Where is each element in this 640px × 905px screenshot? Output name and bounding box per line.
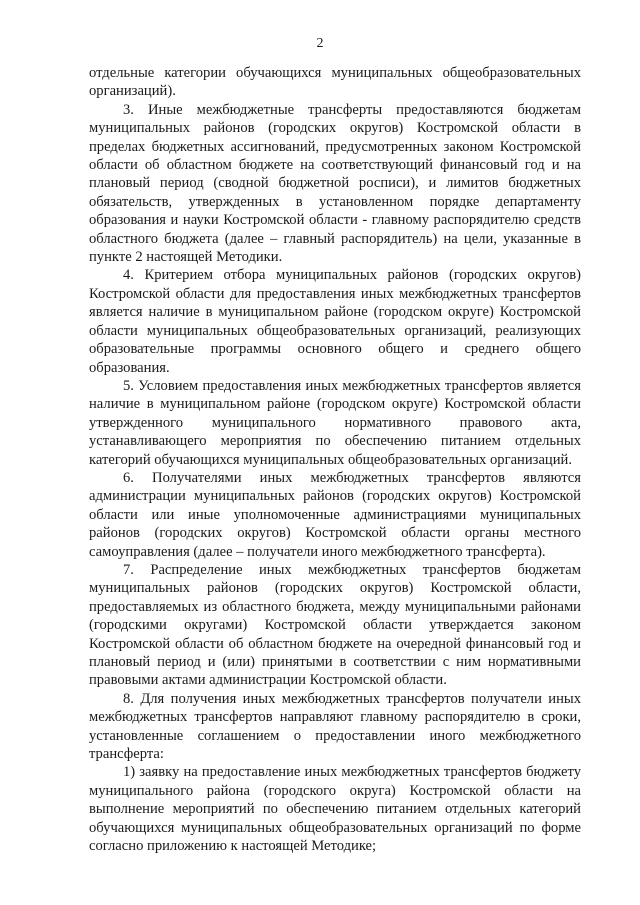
paragraph-item-6: 6. Получателями иных межбюджетных трансфертов являются администрации муниципальных районов (городских округов) Костромской области или иные уполномоченные администрациями муниципальных районов (городских округов) Костромской области органы местного самоуправления (далее – получатели иного межбюджетного трансферта). [89, 469, 581, 560]
page-number: 2 [316, 36, 324, 51]
paragraph-subitem-1: 1) заявку на предоставление иных межбюджетных трансфертов бюджету муниципального района (городского округа) Костромской области на выполнение мероприятий по обеспечению питанием отдельных категорий обучающихся муниципальных общеобразовательных организаций по форме согласно приложению к настоящей Методике; [89, 764, 581, 855]
paragraph-item-7: 7. Распределение иных межбюджетных трансфертов бюджетам муниципальных районов (городских округов) Костромской области, предоставляемых из областного бюджета, между муниципальными районами (городскими округами) Костромской области утверждается законом Костромской области об областном бюджете на очередной финансовый год и плановый период и (или) принятыми в соответствии с ним нормативными правовыми актами администрации Костромской области. [89, 561, 581, 689]
paragraph-item-5: 5. Условием предоставления иных межбюджетных трансфертов является наличие в муниципальном районе (городском округе) Костромской области утвержденного муниципального нормативного правового акта, устанавливающего мероприятия по обеспечению питанием отдельных категорий обучающихся муниципальных общеобразовательных организаций. [89, 377, 581, 468]
paragraph-item-4: 4. Критерием отбора муниципальных районов (городских округов) Костромской области для предоставления иных межбюджетных трансфертов является наличие в муниципальном районе (городском округе) Костромской области муниципальных общеобразовательных организаций, реализующих образовательные программы основного общего и среднего общего образования. [89, 267, 581, 376]
paragraph-item-8: 8. Для получения иных межбюджетных трансфертов получатели иных межбюджетных трансфертов направляют главному распорядителю в сроки, установленные соглашением о предоставлении иного межбюджетного трансферта: [89, 690, 581, 763]
paragraph-continuation: отдельные категории обучающихся муниципальных общеобразовательных организаций). [89, 65, 581, 100]
document-body [89, 64, 581, 855]
paragraph-item-3: 3. Иные межбюджетные трансферты предоставляются бюджетам муниципальных районов (городских округов) Костромской области в пределах бюджетных ассигнований, предусмотренных законом Костромской области об областном бюджете на соответствующий финансовый год и на плановый период (сводной бюджетной росписи), и лимитов бюджетных обязательств, утвержденных в установленном порядке департаменту образования и науки Костромской области - главному распорядителю средств областного бюджета (далее – главный распорядитель) на цели, указанные в пункте 2 настоящей Методики. [89, 101, 581, 266]
